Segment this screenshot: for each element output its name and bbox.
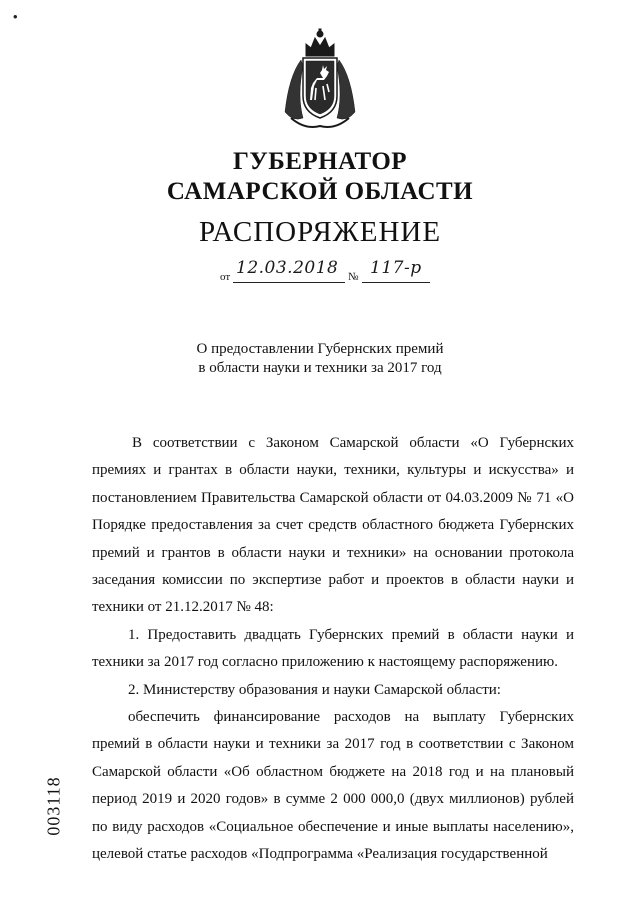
registration-number: 003118 xyxy=(43,776,64,836)
date-underline xyxy=(233,282,345,283)
governor-title: ГУБЕРНАТОР xyxy=(232,148,408,175)
preamble-paragraph: В соответствии с Законом Самарской области «О Губернских премиях и грантах в области науки, техники, культуры и искусства» и постановлением Правительства Самарской области от 04.03.2009 № 71 «О Порядке предоставления за счет средств областного бюджета Губернских премий и грантов в области науки и техники» на основании протокола заседания комиссии по экспертизе работ и проектов в области науки и техники от 21.12.2017 № 48: xyxy=(92,435,574,616)
number-underline xyxy=(362,282,430,283)
dateline xyxy=(220,258,440,286)
number-label: № xyxy=(348,271,359,283)
coat-of-arms-icon xyxy=(279,26,361,136)
clause-2-subparagraph: обеспечить финансирование расходов на выплату Губернских премий в области науки и техники за 2017 год в соответствии с Законом Самарской области «Об областном бюджете на 2018 год и на плановый период 2019 и 2020 годов» в сумме 2 000 000,0 (двух миллионов) рублей по виду расходов «Социальное обеспечение и иные выплаты населению», целевой статье расходов «Подпрограмма «Реализация государственной xyxy=(92,709,574,863)
document-body xyxy=(92,430,574,869)
handwritten-date: 12.03.2018 xyxy=(236,258,339,278)
document-subject xyxy=(0,340,640,378)
subject-line-2: в области науки и техники за 2017 год xyxy=(198,360,442,376)
document-type: РАСПОРЯЖЕНИЕ xyxy=(198,216,442,248)
date-label: от xyxy=(220,271,231,283)
subject-line-1: О предоставлении Губернских премий xyxy=(196,341,444,357)
clause-1-paragraph: 1. Предоставить двадцать Губернских премий в области науки и техники за 2017 год согласно приложению к настоящему распоряжению. xyxy=(92,626,574,671)
corner-dot-mark: • xyxy=(13,9,18,24)
clause-2-paragraph: 2. Министерству образования и науки Самарской области: xyxy=(128,681,501,698)
handwritten-number: 117-р xyxy=(370,258,422,278)
region-title: САМАРСКОЙ ОБЛАСТИ xyxy=(166,178,474,205)
